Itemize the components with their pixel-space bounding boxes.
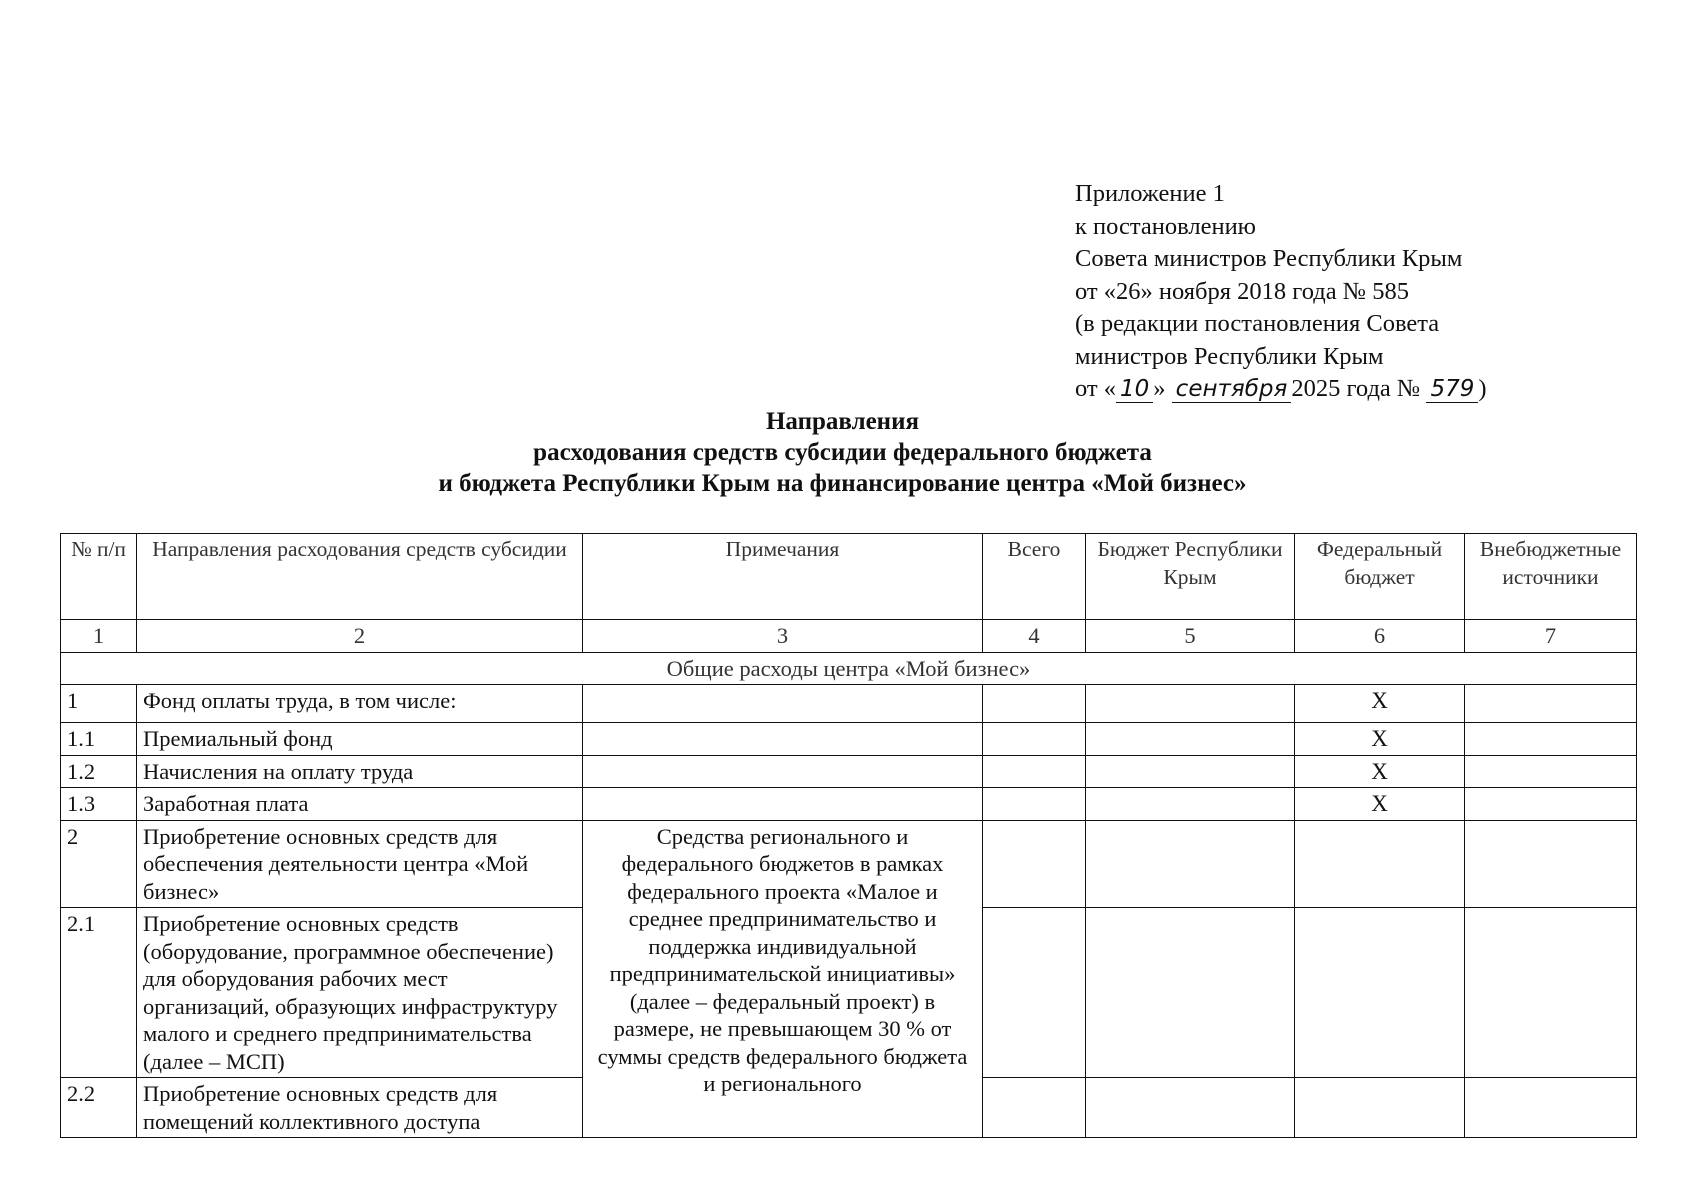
title-line-2: расходования средств субсидии федерального бюджета — [533, 439, 1152, 466]
row-crimea — [1086, 685, 1295, 723]
row-federal: Х — [1295, 755, 1465, 788]
row-number: 2 — [61, 820, 137, 908]
row-name: Приобретение основных средств для обеспечения деятельности центра «Мой бизнес» — [137, 820, 583, 908]
annex-line-4: от «26» ноября 2018 года № 585 — [1075, 277, 1409, 305]
row-note — [583, 723, 983, 756]
row-name: Премиальный фонд — [137, 723, 583, 756]
table-row — [61, 723, 1637, 756]
row-crimea — [1086, 723, 1295, 756]
row-total — [983, 755, 1086, 788]
row-federal — [1295, 820, 1465, 908]
document-title — [0, 406, 1685, 499]
header-direction: Направления расходования средств субсидии — [137, 534, 583, 620]
annex-line-2: к постановлению — [1075, 212, 1256, 240]
row-federal: Х — [1295, 685, 1465, 723]
row-name: Фонд оплаты труда, в том числе: — [137, 685, 583, 723]
row-total — [983, 685, 1086, 723]
annex-line-3: Совета министров Республики Крым — [1075, 245, 1463, 272]
handwritten-month: сентября — [1172, 373, 1292, 406]
merged-note: Средства регионального и федерального бюджетов в рамках федерального проекта «Малое и среднее предпринимательство и поддержка индивидуальной предпринимательской инициативы» (далее – федеральный проект) в размере, не превышающем 30 % от суммы средств федерального бюджета и регионального — [583, 820, 983, 1138]
handwritten-day: 10 — [1116, 373, 1153, 406]
table-row — [61, 788, 1637, 821]
row-extra — [1465, 755, 1637, 788]
column-number-3: 3 — [583, 620, 983, 653]
section-row — [61, 652, 1637, 685]
row-extra — [1465, 685, 1637, 723]
row-extra — [1465, 723, 1637, 756]
table-row — [61, 820, 1637, 908]
row-number: 1.1 — [61, 723, 137, 756]
annex-date-prefix: от « — [1075, 375, 1117, 402]
title-line-3: и бюджета Республики Крым на финансирование центра «Мой бизнес» — [438, 470, 1247, 497]
annex-line-1: Приложение 1 — [1075, 180, 1225, 207]
column-number-4: 4 — [983, 620, 1086, 653]
row-crimea — [1086, 755, 1295, 788]
row-number: 1 — [61, 685, 137, 723]
row-extra — [1465, 820, 1637, 908]
row-number: 2.1 — [61, 908, 137, 1078]
row-total — [983, 1078, 1086, 1138]
row-crimea — [1086, 908, 1295, 1078]
row-name: Заработная плата — [137, 788, 583, 821]
row-federal — [1295, 908, 1465, 1078]
expenses-table — [60, 533, 1637, 1138]
row-name: Начисления на оплату труда — [137, 755, 583, 788]
row-crimea — [1086, 820, 1295, 908]
column-number-5: 5 — [1086, 620, 1295, 653]
row-number: 1.3 — [61, 788, 137, 821]
column-number-7: 7 — [1465, 620, 1637, 653]
row-name: Приобретение основных средств (оборудование, программное обеспечение) для оборудования рабочих мест организаций, образующих инфраструктуру малого и среднего предпринимательства (далее – МСП) — [137, 908, 583, 1078]
row-extra — [1465, 788, 1637, 821]
row-federal — [1295, 1078, 1465, 1138]
row-name: Приобретение основных средств для помещений коллективного доступа — [137, 1078, 583, 1138]
row-federal: Х — [1295, 723, 1465, 756]
annex-line-5: (в редакции постановления Совета — [1075, 310, 1440, 337]
column-number-6: 6 — [1295, 620, 1465, 653]
annex-date-year: 2025 года № — [1291, 375, 1427, 402]
header-federal-budget: Федеральный бюджет — [1295, 534, 1465, 620]
row-federal: Х — [1295, 788, 1465, 821]
row-extra — [1465, 1078, 1637, 1138]
row-crimea — [1086, 788, 1295, 821]
table-row — [61, 685, 1637, 723]
row-note — [583, 755, 983, 788]
row-note — [583, 685, 983, 723]
header-total: Всего — [983, 534, 1086, 620]
annex-block — [1075, 178, 1487, 406]
header-extra-budget: Внебюджетные источники — [1465, 534, 1637, 620]
header-number: № п/п — [61, 534, 137, 620]
annex-line-7 — [1075, 373, 1487, 406]
table-row — [61, 755, 1637, 788]
annex-line-6: министров Республики Крым — [1075, 342, 1384, 370]
column-number-1: 1 — [61, 620, 137, 653]
column-numbers-row — [61, 620, 1637, 653]
row-number: 1.2 — [61, 755, 137, 788]
row-total — [983, 908, 1086, 1078]
row-note — [583, 788, 983, 821]
row-number: 2.2 — [61, 1078, 137, 1138]
row-crimea — [1086, 1078, 1295, 1138]
column-number-2: 2 — [137, 620, 583, 653]
header-crimea-budget: Бюджет Республики Крым — [1086, 534, 1295, 620]
section-title: Общие расходы центра «Мой бизнес» — [61, 652, 1637, 685]
row-extra — [1465, 908, 1637, 1078]
annex-date-suffix: ) — [1478, 375, 1487, 402]
row-total — [983, 723, 1086, 756]
row-total — [983, 820, 1086, 908]
title-line-1: Направления — [765, 408, 920, 435]
header-row — [61, 534, 1637, 620]
annex-date-mid: » — [1153, 375, 1172, 402]
row-total — [983, 788, 1086, 821]
header-notes: Примечания — [583, 534, 983, 620]
handwritten-number: 579 — [1426, 373, 1478, 406]
